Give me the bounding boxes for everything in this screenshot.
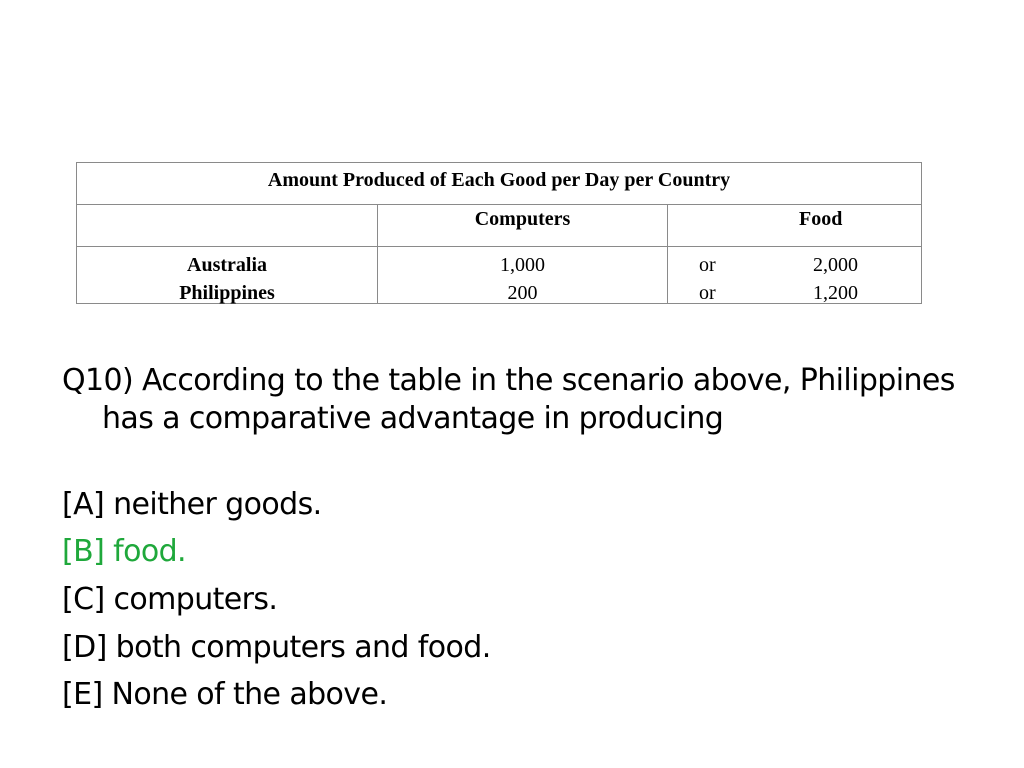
header-cell-food: [668, 205, 921, 246]
food-cell: [668, 247, 921, 303]
country-cell: [77, 247, 378, 303]
computers-australia: 1,000: [500, 254, 545, 276]
country-philippines: Philippines: [179, 282, 275, 304]
option-b-correct: [B] food.: [62, 534, 186, 569]
question-text: Q10) According to the table in the scenario above, Philippines has a comparative advantage in producing: [62, 363, 955, 436]
country-australia: Australia: [187, 254, 267, 276]
header-cell-empty: [77, 205, 378, 246]
food-australia: 2,000: [813, 254, 858, 276]
header-food: Food: [799, 208, 843, 230]
computers-philippines: 200: [507, 282, 538, 304]
computers-cell: [378, 247, 668, 303]
option-a: [A] neither goods.: [62, 487, 322, 522]
production-table: [76, 162, 922, 304]
or-philippines: or: [699, 282, 716, 304]
option-d: [D] both computers and food.: [62, 630, 491, 665]
table-title-row: [77, 163, 921, 205]
table-body-row: [77, 247, 921, 303]
option-e: [E] None of the above.: [62, 677, 388, 712]
or-australia: or: [699, 254, 716, 276]
option-c: [C] computers.: [62, 582, 278, 617]
food-philippines: 1,200: [813, 282, 858, 304]
header-computers: Computers: [474, 208, 571, 230]
header-cell-computers: [378, 205, 668, 246]
table-header-row: [77, 205, 921, 247]
table-title: Amount Produced of Each Good per Day per Country: [267, 169, 731, 191]
